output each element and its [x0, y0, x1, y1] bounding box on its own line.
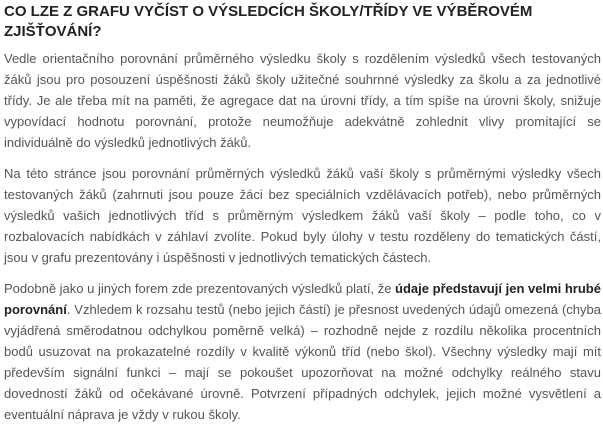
paragraph-3-text-before: Podobně jako u jiných forem zde prezentovaných výsledků platí, že [4, 281, 396, 296]
paragraph-3-emphasis: údaje představují jen velmi hrubé porovnání [4, 281, 601, 317]
page-title: CO LZE Z GRAFU VYČÍST O VÝSLEDCÍCH ŠKOLY/TŘÍDY VE VÝBĚROVÉM ZJIŠŤOVÁNÍ? [4, 3, 533, 40]
paragraph-3-text-after: . Vzhledem k rozsahu testů (nebo jejich částí) je přesnost uvedených údajů omezená (chyba vyjádřená směrodatnou odchylkou poměrně velká) – rozhodně nejde z rozdílu několika procentních bodů usuzovat na prokazatelné rozdíly v kvalitě výkonů tříd (nebo škol). Všechny výsledky mají mít především signální funkci – mají se pokoušet upozorňovat na možné odchylky reálného stavu dovedností žáků od očekávané úrovně. Potvrzení případných odchylek, jejich možné vysvětlení a eventuální náprava je vždy v rukou školy. [4, 302, 601, 422]
paragraph-1: Vedle orientačního porovnání průměrného výsledku školy s rozdělením výsledků všech testovaných žáků jsou pro posouzení úspěšnosti žáků školy užitečné souhrnné výsledky za školu a za jednotlivé třídy. Je ale třeba mít na paměti, že agregace dat na úrovni třídy, a tím spíše na úrovni školy, snižuje vypovídací hodnotu porovnání, protože neumožňuje adekvátně zohlednit vlivy promítající se individuálně do výsledků jednotlivých žáků. [4, 51, 601, 150]
paragraph-3 [4, 278, 601, 425]
paragraph-2: Na této stránce jsou porovnání průměrných výsledků žáků vaší školy s průměrnými výsledky všech testovaných žáků (zahrnuti jsou pouze žáci bez speciálních vzdělávacích potřeb), nebo průměrných výsledků vašich jednotlivých tříd s průměrným výsledkem žáků vaší školy – podle toho, co v rozbalovacích nabídkách v záhlaví zvolíte. Pokud byly úlohy v testu rozděleny do tematických částí, jsou v grafu prezentovány i úspěšnosti v jednotlivých tematických částech. [4, 166, 601, 265]
